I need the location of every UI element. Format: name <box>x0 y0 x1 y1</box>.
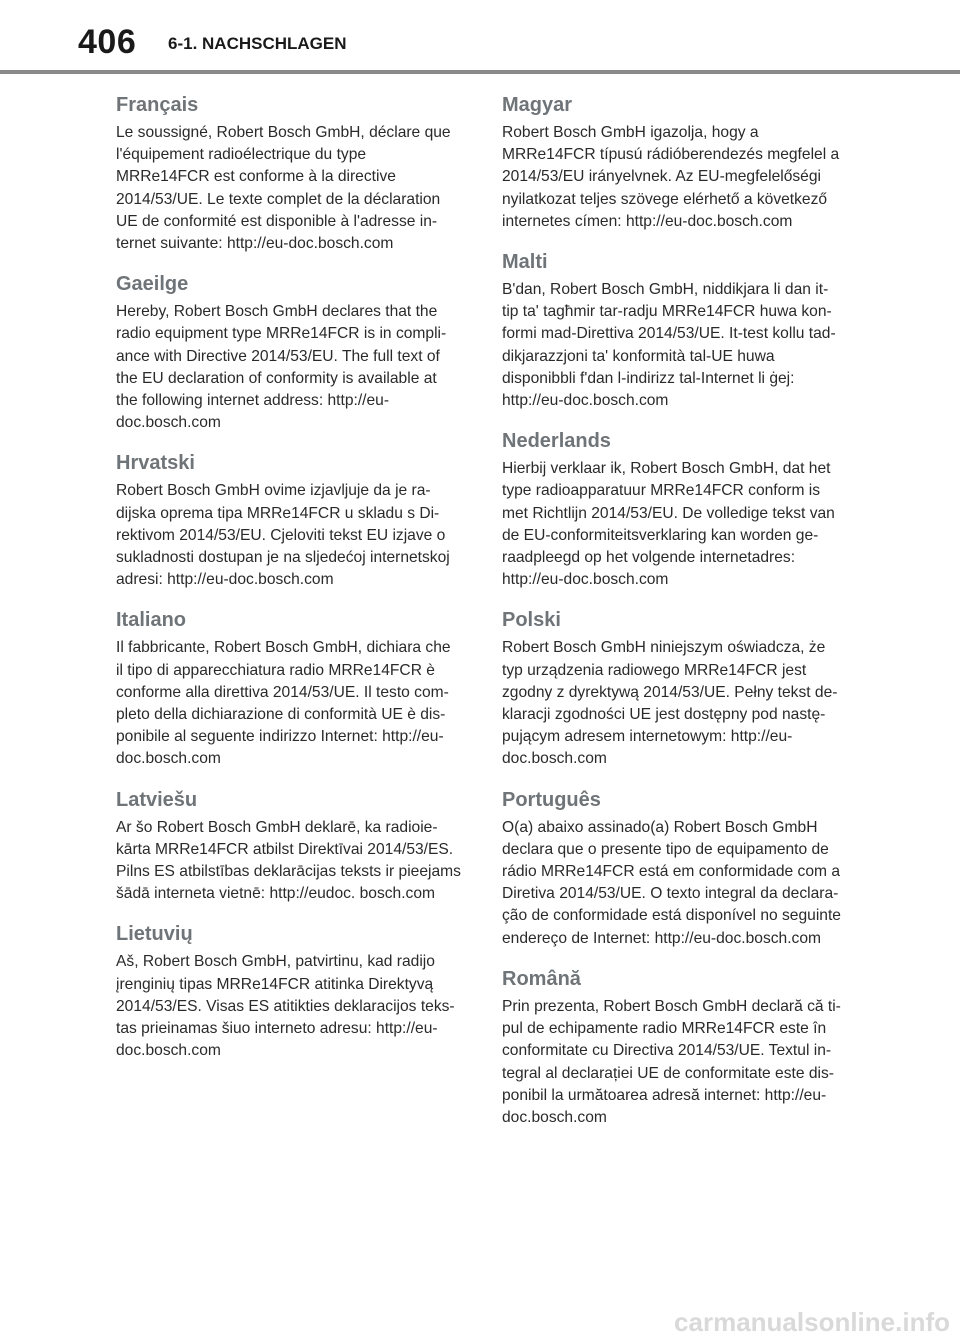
page-header <box>0 0 960 72</box>
site-watermark: carmanualsonline.info <box>674 1307 950 1337</box>
section-magyar <box>502 92 852 233</box>
section-title: Magyar <box>502 94 573 116</box>
section-francais <box>116 92 466 255</box>
section-gaeilge <box>116 271 466 434</box>
section-title: Română <box>502 967 581 990</box>
right-column <box>502 92 852 1145</box>
page-number: 406 <box>78 23 137 61</box>
left-column <box>116 92 466 1079</box>
section-title: Português <box>502 788 601 811</box>
section-title: Lietuvių <box>116 923 193 946</box>
section-nederlands <box>502 428 852 591</box>
section-body: Prin prezenta, Robert Bosch GmbH declară că ti- pul de echipamente radio MRRe14FCR este în conformitate cu Directiva 2014/53/UE. Textul in- tegral al declarației UE de conformitate este dis- ponibil la următoarea adresă internet: http://eu- doc.bosch.com <box>502 997 841 1126</box>
section-hrvatski <box>116 450 466 591</box>
section-portugues <box>502 787 852 950</box>
section-title: Gaeilge <box>116 273 189 296</box>
section-title: Latviešu <box>116 788 198 811</box>
section-italiano <box>116 607 466 770</box>
chapter-title: 6-1. NACHSCHLAGEN <box>168 34 347 53</box>
section-body: Il fabbricante, Robert Bosch GmbH, dichiara che il tipo di apparecchiatura radio MRRe14FCR è conforme alla direttiva 2014/53/UE. Il testo com- pleto della dichiarazione di conformità UE è dis- ponibile al seguente indirizzo Internet: http://eu- doc.bosch.com <box>116 639 451 768</box>
section-body: Robert Bosch GmbH igazolja, hogy a MRRe14FCR típusú rádióberendezés megfelel a 2014/53/EU irányelvnek. Az EU-megfelelőségi nyilatkozat teljes szövege elérhető a következő internetes címen: http://eu-doc.bosch.com <box>502 124 840 230</box>
section-title: Polski <box>502 609 561 632</box>
section-title: Hrvatski <box>116 452 195 475</box>
section-polski <box>502 607 852 770</box>
section-latviesu <box>116 787 466 906</box>
section-body: Robert Bosch GmbH niniejszym oświadcza, że typ urządzenia radiowego MRRe14FCR jest zgodny z dyrektywą 2014/53/UE. Pełny tekst de- klaracji zgodności UE jest dostępny pod nastę- pującym adresem internetowym: http://eu- doc.bosch.com <box>502 639 838 768</box>
section-title: Italiano <box>116 609 187 632</box>
section-body: Ar šo Robert Bosch GmbH deklarē, ka radioie- kārta MRRe14FCR atbilst Direktīvai 2014/53/ES. Pilns ES atbilstības deklarācijas teksts ir pieejams šādā interneta vietnē: http://eudoc. bosch.com <box>116 818 461 903</box>
section-romana <box>502 966 852 1129</box>
section-title: Nederlands <box>502 430 611 453</box>
section-lietuviu <box>116 921 466 1062</box>
section-body: O(a) abaixo assinado(a) Robert Bosch GmbH declara que o presente tipo de equipamento de rádio MRRe14FCR está em conformidade com a Diretiva 2014/53/UE. O texto integral da declara- ção de conformidade está disponível no seguinte endereço de Internet: http://eu-doc.bosch.com <box>502 818 841 947</box>
section-body: B'dan, Robert Bosch GmbH, niddikjara li dan it- tip ta' tagħmir tar-radju MRRe14FCR huwa kon- formi mad-Direttiva 2014/53/UE. It-test kollu tad- dikjarazzjoni ta' konformità tal-UE huwa disponibbli f'dan l-indirizz tal-Internet li ġej: http://eu-doc.bosch.com <box>502 281 836 410</box>
section-malti <box>502 249 852 412</box>
section-title: Français <box>116 94 199 116</box>
section-body: Le soussigné, Robert Bosch GmbH, déclare que l'équipement radioélectrique du type MRRe14FCR est conforme à la directive 2014/53/UE. Le texte complet de la déclaration UE de conformité est disponible à l'adresse in- ternet suivante: http://eu-doc.bosch.com <box>116 124 451 253</box>
section-body: Hereby, Robert Bosch GmbH declares that the radio equipment type MRRe14FCR is in compli- ance with Directive 2014/53/EU. The full text of the EU declaration of conformity is available at the following internet address: http://eu- doc.bosch.com <box>116 303 447 432</box>
header-divider <box>0 70 960 74</box>
section-body: Aš, Robert Bosch GmbH, patvirtinu, kad radijo įrenginių tipas MRRe14FCR atitinka Direktyvą 2014/53/ES. Visas ES atitikties deklaracijos teks- tas prieinamas šiuo interneto adresu: http://eu- doc.bosch.com <box>116 953 455 1060</box>
section-title: Malti <box>502 251 548 274</box>
section-body: Hierbij verklaar ik, Robert Bosch GmbH, dat het type radioapparatuur MRRe14FCR conform is met Richtlijn 2014/53/EU. De volledige tekst van de EU-conformiteitsverklaring kan worden ge- raadpleegd op het volgende internetadres: http://eu-doc.bosch.com <box>502 460 835 589</box>
section-body: Robert Bosch GmbH ovime izjavljuje da je ra- dijska oprema tipa MRRe14FCR u skladu s Di- rektivom 2014/53/EU. Cjeloviti tekst EU izjave o sukladnosti dostupan je na sljedećoj internetskoj adresi: http://eu-doc.bosch.com <box>116 482 450 589</box>
